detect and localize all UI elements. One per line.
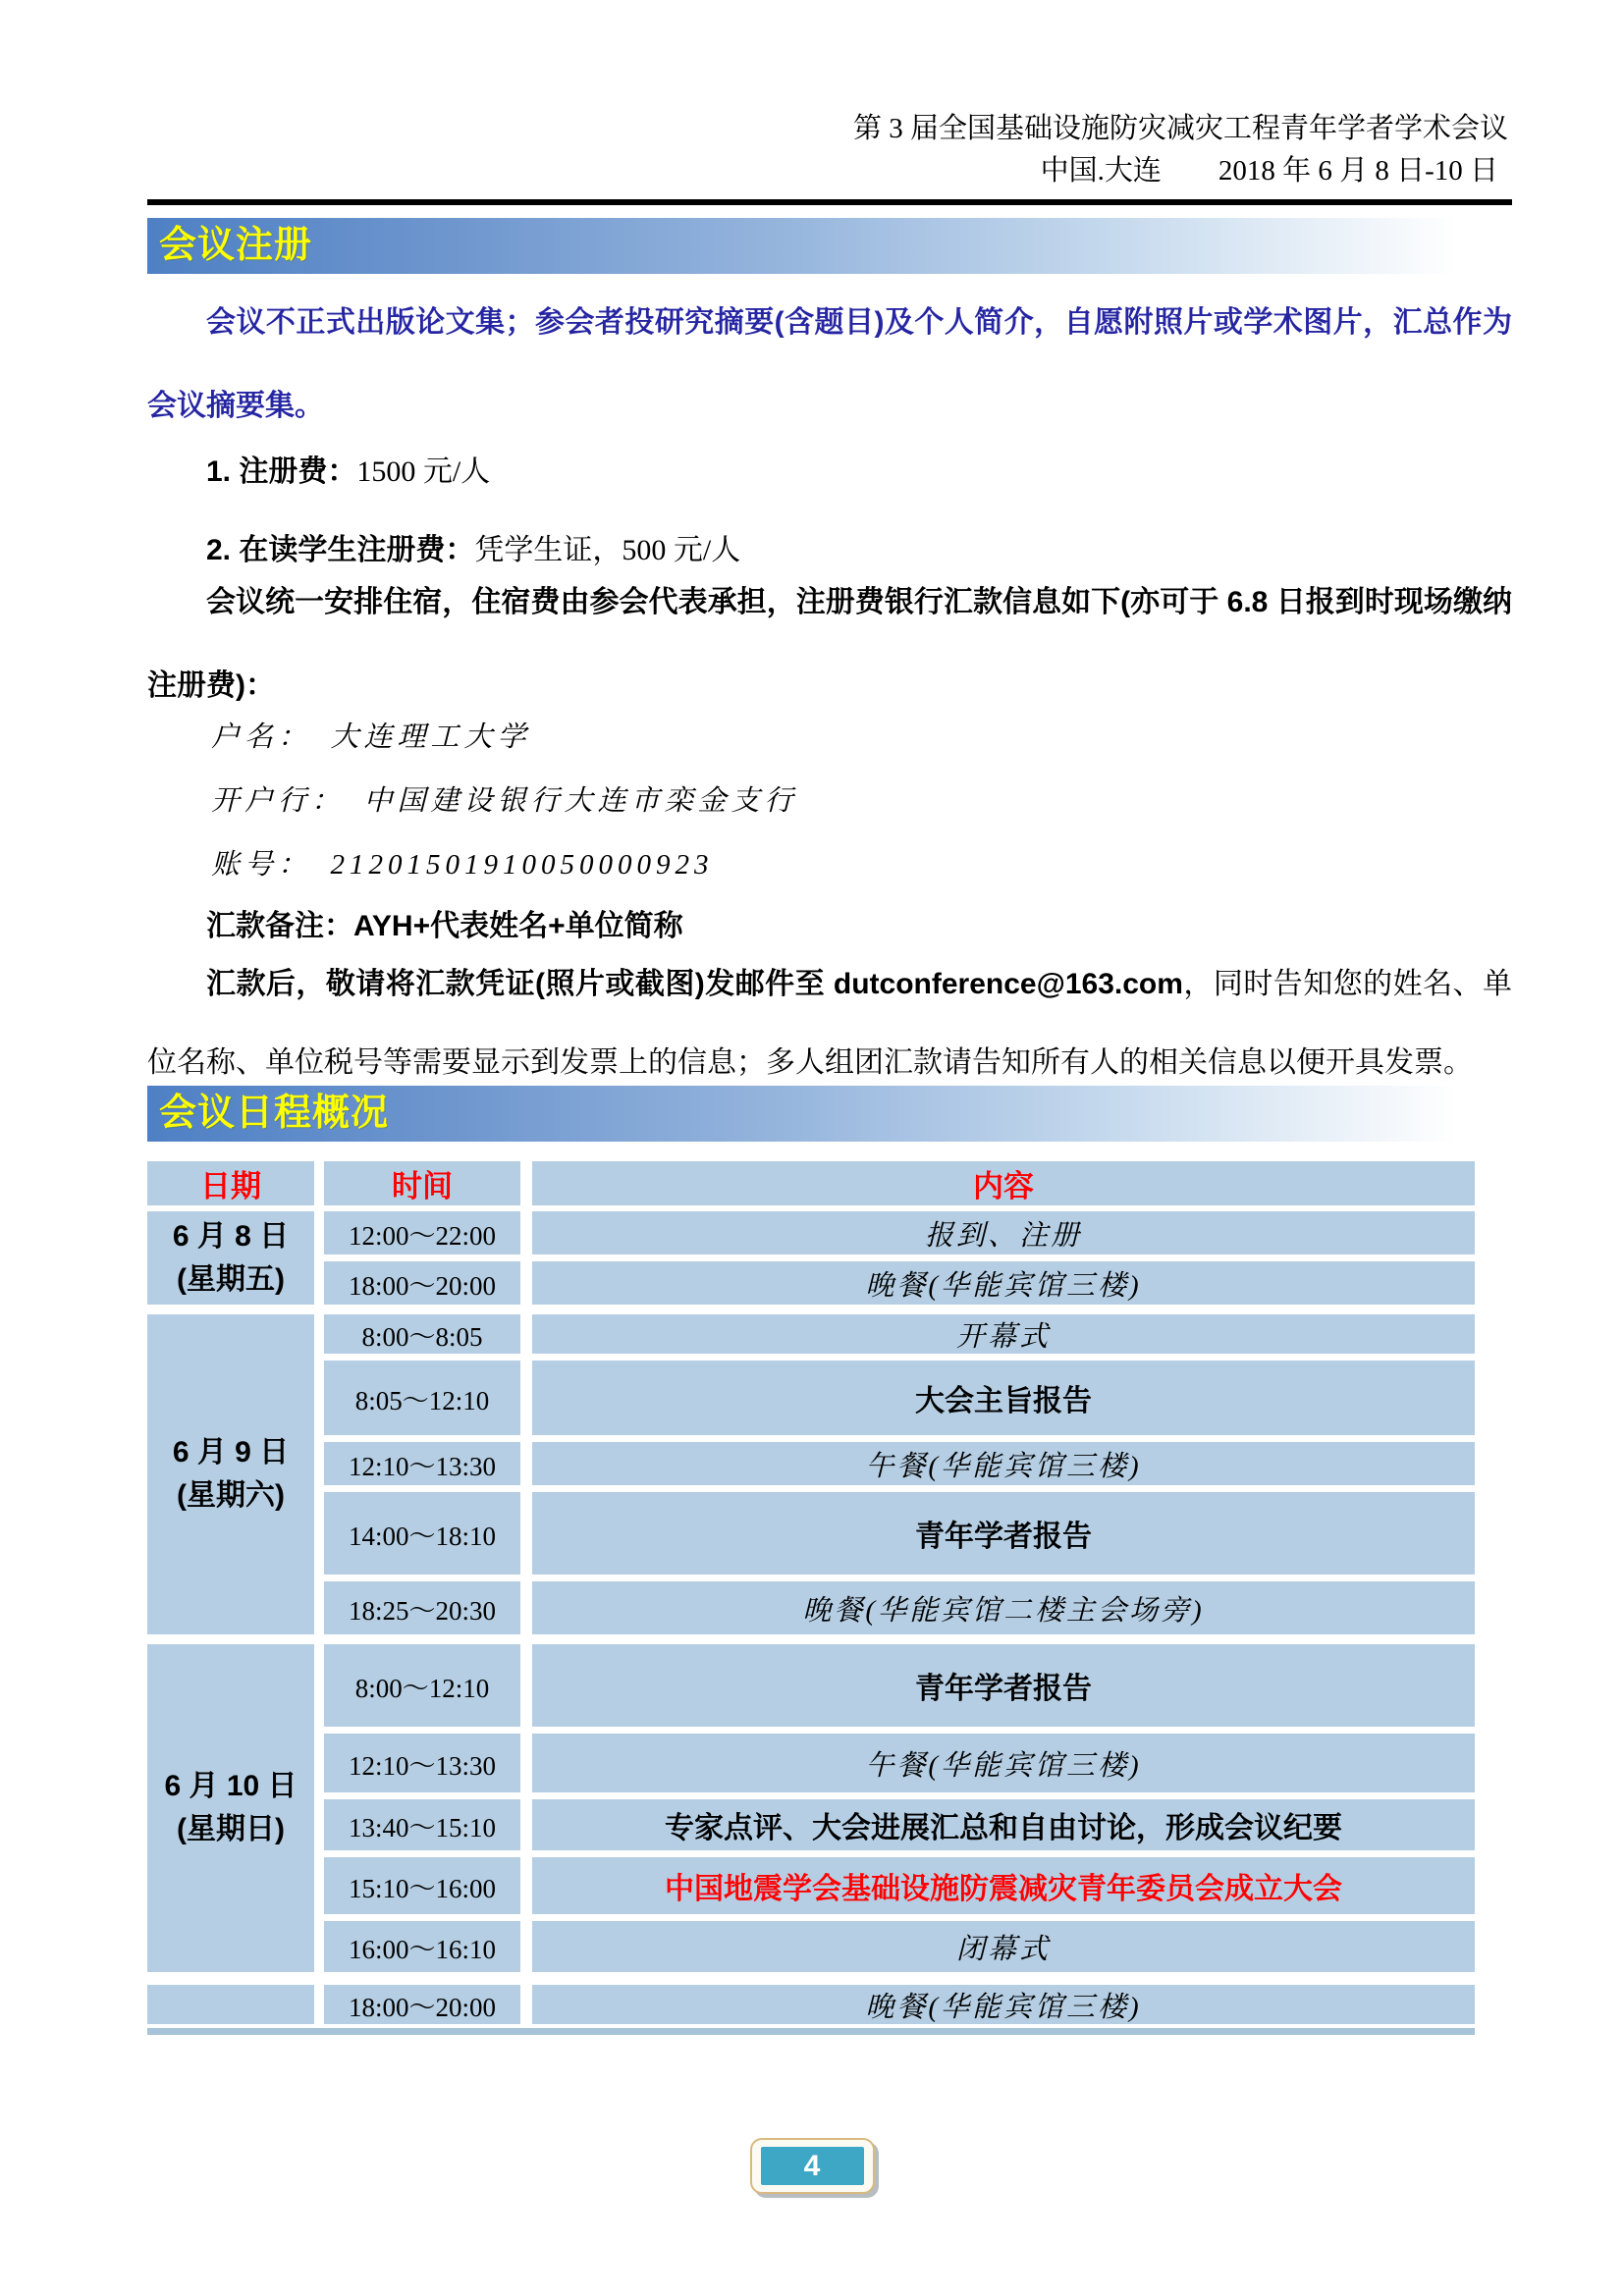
page-number: 4 bbox=[761, 2147, 864, 2185]
content-cell: 闭幕式 bbox=[532, 1921, 1475, 1972]
schedule-group-june9 bbox=[147, 1314, 1475, 1634]
header-divider bbox=[147, 199, 1512, 205]
page-content bbox=[147, 0, 1512, 2035]
time-cell: 8:00～8:05 bbox=[324, 1314, 520, 1354]
content-cell: 专家点评、大会进展汇总和自由讨论，形成会议纪要 bbox=[532, 1799, 1475, 1850]
time-cell: 14:00～18:10 bbox=[324, 1492, 520, 1575]
time-cell: 8:05～12:10 bbox=[324, 1361, 520, 1435]
table-row bbox=[324, 1985, 1475, 2024]
group-rows bbox=[324, 1985, 1475, 2024]
date-cell bbox=[147, 1314, 314, 1634]
after-payment-paragraph bbox=[147, 945, 1512, 1102]
table-row bbox=[324, 1261, 1475, 1305]
hotel-payment-paragraph: 会议统一安排住宿，住宿费由参会代表承担，注册费银行汇款信息如下(亦可于 6.8 日报到时现场缴纳注册费)： bbox=[147, 586, 1512, 702]
schedule-table-header bbox=[147, 1161, 1475, 1205]
bank-account-number: 账号： 21201501910050000923 bbox=[211, 849, 714, 881]
content-cell: 晚餐(华能宾馆三楼) bbox=[532, 1985, 1475, 2024]
section-header-registration bbox=[147, 218, 1512, 274]
table-bottom-border bbox=[147, 2028, 1475, 2035]
running-head bbox=[147, 0, 1512, 192]
date-line1: 6 月 9 日 bbox=[172, 1436, 290, 1468]
content-cell: 青年学者报告 bbox=[532, 1492, 1475, 1575]
bank-branch: 开户行： 中国建设银行大连市栾金支行 bbox=[211, 785, 798, 817]
table-row bbox=[324, 1921, 1475, 1972]
bank-info-block bbox=[147, 706, 1512, 897]
group-rows bbox=[324, 1644, 1475, 1972]
table-row bbox=[324, 1644, 1475, 1727]
column-header-date: 日期 bbox=[147, 1161, 314, 1205]
date-cell bbox=[147, 1644, 314, 1972]
content-cell: 中国地震学会基础设施防震减灾青年委员会成立大会 bbox=[532, 1857, 1475, 1914]
schedule-group-june10 bbox=[147, 1644, 1475, 1972]
time-cell: 12:10～13:30 bbox=[324, 1442, 520, 1485]
time-cell: 18:00～20:00 bbox=[324, 1261, 520, 1305]
fee-item-value: 1500 元/人 bbox=[356, 455, 491, 488]
time-cell: 8:00～12:10 bbox=[324, 1644, 520, 1727]
remittance-memo-line: 汇款备注：AYH+代表姓名+单位简称 bbox=[206, 910, 683, 942]
table-row bbox=[324, 1211, 1475, 1255]
after-payment-lead: 汇款后，敬请将汇款凭证(照片或截图)发邮件至 bbox=[206, 968, 834, 1000]
content-cell: 晚餐(华能宾馆二楼主会场旁) bbox=[532, 1581, 1475, 1634]
conference-title: 第 3 届全国基础设施防灾减灾工程青年学者学术会议 bbox=[852, 113, 1508, 144]
time-cell: 18:25～20:30 bbox=[324, 1581, 520, 1634]
fee-item-regular bbox=[206, 433, 1512, 511]
date-cell-empty bbox=[147, 1985, 314, 2024]
table-row bbox=[324, 1361, 1475, 1435]
group-rows bbox=[324, 1314, 1475, 1634]
bank-account-name: 户名： 大连理工大学 bbox=[211, 721, 531, 753]
content-cell: 青年学者报告 bbox=[532, 1644, 1475, 1727]
time-cell: 16:00～16:10 bbox=[324, 1921, 520, 1972]
table-row bbox=[324, 1799, 1475, 1850]
date-line2: (星期六) bbox=[177, 1479, 285, 1512]
content-cell: 午餐(华能宾馆三楼) bbox=[532, 1734, 1475, 1792]
fee-item-label: 1. 注册费： bbox=[206, 455, 357, 488]
date-cell bbox=[147, 1211, 314, 1305]
schedule-table bbox=[147, 1161, 1475, 2035]
table-row bbox=[324, 1734, 1475, 1792]
schedule-group-june8 bbox=[147, 1211, 1475, 1305]
table-row bbox=[324, 1492, 1475, 1575]
time-cell: 15:10～16:00 bbox=[324, 1857, 520, 1914]
content-cell: 报到、注册 bbox=[532, 1211, 1475, 1255]
date-line2: (星期五) bbox=[177, 1262, 285, 1296]
date-line1: 6 月 8 日 bbox=[172, 1219, 290, 1253]
column-header-time: 时间 bbox=[324, 1161, 520, 1205]
date-line1: 6 月 10 日 bbox=[164, 1770, 298, 1802]
after-payment-rest: ，同时告知您的姓名、单位名称、单位税号等需要显示到发票上的信息；多人组团汇款请告知所有人的相关信息以便开具发票。 bbox=[147, 968, 1512, 1079]
section-title: 会议注册 bbox=[159, 225, 313, 266]
fee-item-label: 2. 在读学生注册费： bbox=[206, 534, 475, 566]
date-line2: (星期日) bbox=[177, 1813, 285, 1845]
table-row bbox=[324, 1442, 1475, 1485]
fee-item-value: 凭学生证，500 元/人 bbox=[474, 534, 741, 566]
time-cell: 18:00～20:00 bbox=[324, 1985, 520, 2024]
registration-intro-paragraph: 会议不正式出版论文集；参会者投研究摘要(含题目)及个人简介，自愿附照片或学术图片，汇总作为会议摘要集。 bbox=[147, 306, 1512, 422]
schedule-group-trailing bbox=[147, 1985, 1475, 2024]
time-cell: 13:40～15:10 bbox=[324, 1799, 520, 1850]
time-cell: 12:00～22:00 bbox=[324, 1211, 520, 1255]
table-row bbox=[324, 1314, 1475, 1354]
content-cell: 大会主旨报告 bbox=[532, 1361, 1475, 1435]
conference-venue-date: 中国.大连 2018 年 6 月 8 日-10 日 bbox=[1040, 155, 1498, 187]
group-rows bbox=[324, 1211, 1475, 1305]
content-cell: 午餐(华能宾馆三楼) bbox=[532, 1442, 1475, 1485]
column-header-content: 内容 bbox=[532, 1161, 1475, 1205]
time-cell: 12:10～13:30 bbox=[324, 1734, 520, 1792]
section-title: 会议日程概况 bbox=[159, 1093, 390, 1134]
page-number-badge bbox=[750, 2138, 875, 2194]
content-cell: 晚餐(华能宾馆三楼) bbox=[532, 1261, 1475, 1305]
content-cell: 开幕式 bbox=[532, 1314, 1475, 1354]
page-footer bbox=[0, 2138, 1624, 2194]
table-row bbox=[324, 1857, 1475, 1914]
table-row bbox=[324, 1581, 1475, 1634]
contact-email: dutconference@163.com bbox=[833, 968, 1183, 1000]
